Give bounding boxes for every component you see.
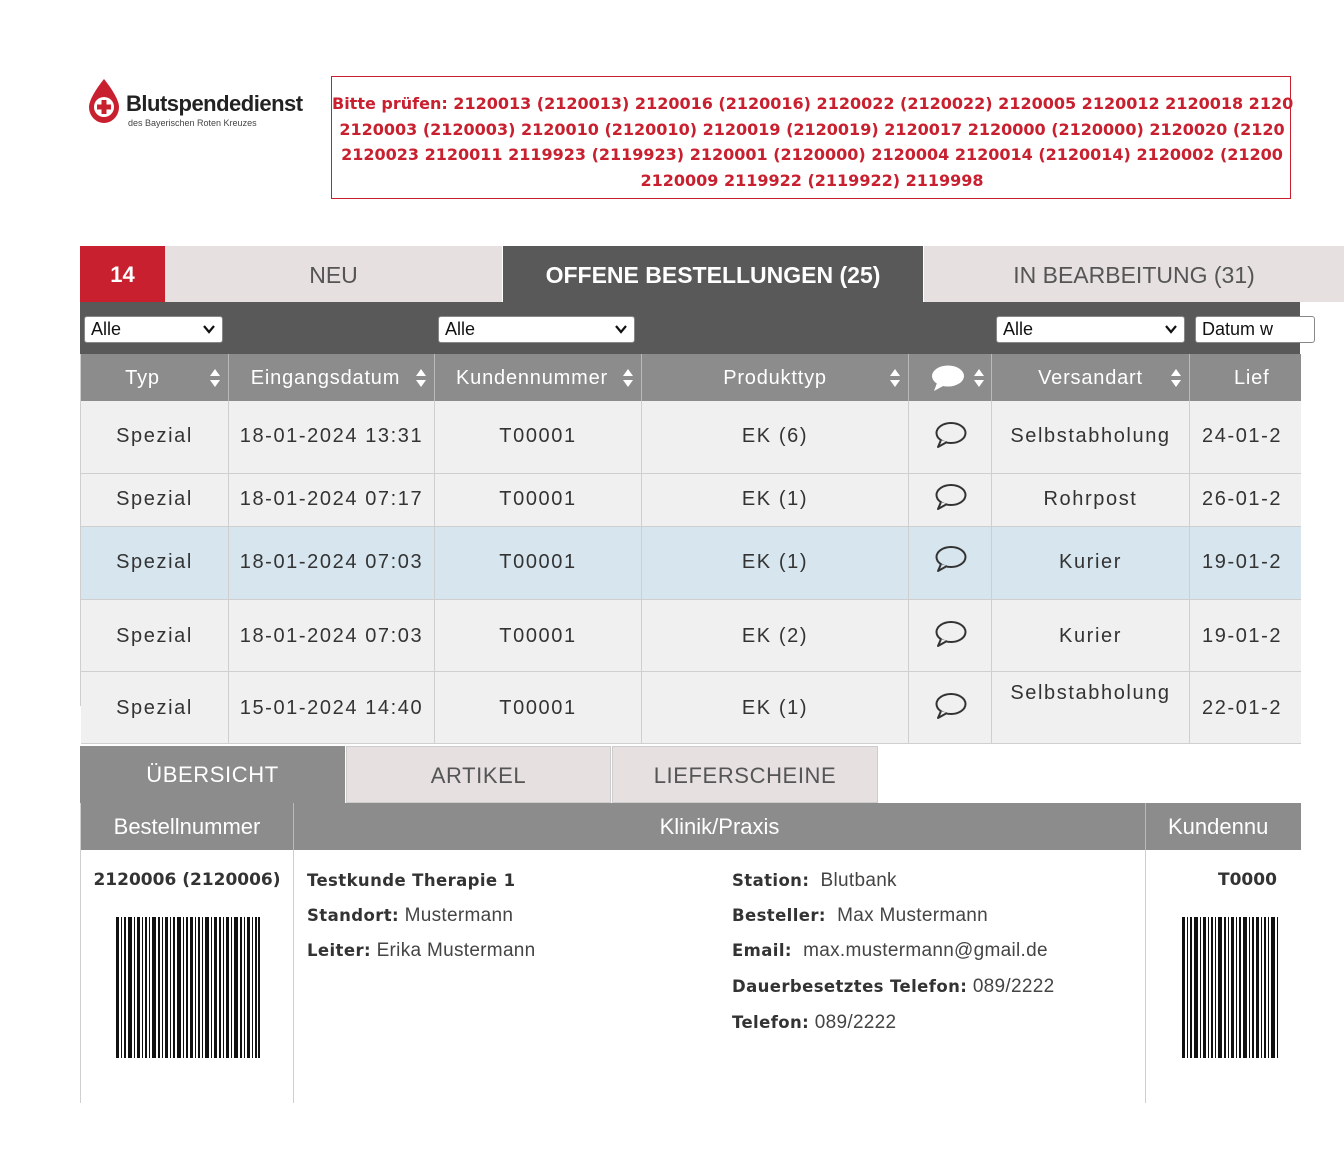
sort-icon[interactable]	[973, 366, 985, 390]
column-header-kundennummer[interactable]	[435, 354, 642, 401]
cell-lieferdatum	[1190, 474, 1301, 526]
dauer-telefon-value: 089/2222	[972, 976, 1055, 997]
kunde-filter-value: Alle	[445, 319, 476, 339]
standort-line	[307, 905, 513, 927]
cell-typ	[81, 672, 229, 743]
sort-icon[interactable]	[415, 366, 427, 390]
cell-produkttyp	[642, 600, 909, 671]
cell-lieferdatum	[1190, 672, 1301, 743]
column-header-label: Kundennummer	[456, 367, 608, 389]
cell-text: Spezial	[116, 625, 193, 647]
cell-text: 26-01-2	[1202, 488, 1283, 510]
cell-versandart	[992, 600, 1190, 671]
customer-barcode	[1182, 917, 1326, 1058]
klinik-column	[294, 850, 1146, 1103]
column-header-versandart[interactable]	[992, 354, 1190, 401]
tab-in-bearbeitung[interactable]: IN BEARBEITUNG (31)	[924, 246, 1344, 302]
cell-versandart	[992, 401, 1190, 473]
column-header-label: Versandart	[1038, 367, 1143, 389]
column-header-typ[interactable]	[81, 354, 229, 401]
order-status-tabs	[80, 246, 1300, 302]
cell-text: Spezial	[116, 551, 193, 573]
datum-filter-input[interactable]	[1195, 316, 1315, 343]
order-number: 2120006 (2120006)	[93, 870, 281, 890]
column-header-kommentar[interactable]	[909, 354, 992, 401]
comment-bubble-icon[interactable]	[934, 692, 967, 720]
cell-kundennummer	[435, 600, 642, 671]
cell-text: 18-01-2024 07:17	[239, 488, 424, 510]
detail-header	[81, 803, 1301, 850]
telefon-line	[732, 1012, 896, 1034]
cell-produkttyp	[642, 401, 909, 473]
versandart-filter-select[interactable]	[996, 316, 1185, 343]
order-detail-panel	[80, 803, 1300, 1103]
besteller-line	[732, 905, 988, 927]
standort-value: Mustermann	[404, 905, 514, 926]
cell-kommentar[interactable]	[909, 600, 992, 671]
leiter-value: Erika Mustermann	[376, 940, 536, 961]
email-value[interactable]: max.mustermann@gmail.de	[803, 940, 1048, 961]
speech-bubble-icon	[931, 364, 967, 392]
cell-kundennummer	[435, 672, 642, 743]
cell-text: T00001	[499, 488, 577, 510]
chevron-down-icon	[614, 321, 628, 337]
cell-text: EK (1)	[741, 697, 809, 719]
tab-offene-bestellungen[interactable]: OFFENE BESTELLUNGEN (25)	[503, 246, 923, 302]
cell-eingangsdatum	[229, 672, 435, 743]
cell-text: Spezial	[116, 425, 193, 447]
cell-kundennummer	[435, 474, 642, 526]
orders-table	[80, 354, 1300, 719]
bestellnummer-column	[81, 850, 294, 1103]
cell-text: T00001	[499, 425, 577, 447]
cell-text: 15-01-2024 14:40	[239, 697, 424, 719]
orders-table-header	[81, 354, 1301, 401]
cell-versandart	[992, 474, 1190, 526]
station-label: Station:	[732, 871, 810, 890]
sort-icon[interactable]	[889, 366, 901, 390]
cell-text: 18-01-2024 07:03	[239, 551, 424, 573]
cell-text: T00001	[499, 625, 577, 647]
leiter-label: Leiter:	[307, 941, 371, 960]
new-orders-count-badge[interactable]: 14	[80, 246, 165, 302]
table-row[interactable]	[81, 401, 1301, 474]
cell-text: Kurier	[1059, 625, 1122, 647]
typ-filter-value: Alle	[91, 319, 122, 339]
customer-number: T0000	[1218, 870, 1277, 890]
table-row-selected[interactable]	[81, 527, 1301, 600]
cell-kommentar[interactable]	[909, 474, 992, 526]
comment-bubble-icon[interactable]	[934, 545, 967, 573]
comment-bubble-icon[interactable]	[934, 620, 967, 648]
cell-typ	[81, 401, 229, 473]
cell-text: EK (1)	[741, 488, 809, 510]
detail-header-kundennummer: Kundennu	[1168, 814, 1269, 839]
table-row[interactable]	[81, 600, 1301, 672]
besteller-label: Besteller:	[732, 906, 826, 925]
sort-icon[interactable]	[1170, 366, 1182, 390]
cell-kundennummer	[435, 401, 642, 473]
versandart-filter-value: Alle	[1003, 319, 1034, 339]
cell-eingangsdatum	[229, 527, 435, 599]
cell-produkttyp	[642, 474, 909, 526]
cell-text: 19-01-2	[1202, 551, 1283, 573]
cell-text: T00001	[499, 551, 577, 573]
besteller-value: Max Mustermann	[837, 905, 989, 926]
column-header-lieferdatum[interactable]	[1190, 354, 1301, 401]
cell-text: Rohrpost	[1043, 488, 1138, 510]
brand-subtitle: des Bayerischen Roten Kreuzes	[128, 118, 257, 128]
table-row[interactable]	[81, 474, 1301, 527]
filter-bar	[80, 302, 1300, 354]
cell-text: 18-01-2024 07:03	[239, 625, 424, 647]
blood-drop-icon	[86, 78, 122, 124]
cell-kommentar[interactable]	[909, 672, 992, 743]
leiter-line	[307, 940, 536, 962]
detail-header-bestellnummer: Bestellnummer	[81, 803, 294, 850]
klinik-name-line	[307, 870, 516, 892]
cell-text: EK (6)	[741, 425, 809, 447]
cell-lieferdatum	[1190, 527, 1301, 599]
cell-text: Spezial	[116, 697, 193, 719]
brand-logo	[86, 78, 316, 128]
telefon-label: Telefon:	[732, 1013, 810, 1032]
cell-versandart	[992, 527, 1190, 599]
cell-typ	[81, 527, 229, 599]
alert-text: Bitte prüfen: 2120013 (2120013) 2120016 (2120016) 2120022 (2120022) 2120005 2120012 2120018 2120 2120003 (2120003) 2120010 (2120010) 2120019 (2120019) 2120017 2120000 (2120000) 2120020 (2120 2120023 2120011 2119923 (2119923) 2120001 (2120000) 2120004 2120014 (2120014) 2120002 (21200 2120009 2119922 (2119922) 2119998	[332, 94, 1294, 190]
cell-text: 22-01-2	[1202, 697, 1283, 719]
column-header-eingangsdatum[interactable]	[229, 354, 435, 401]
cell-typ	[81, 474, 229, 526]
email-label: Email:	[732, 941, 792, 960]
order-detail-tabs	[80, 746, 880, 803]
cell-typ	[81, 600, 229, 671]
dauer-telefon-label: Dauerbesetztes Telefon:	[732, 977, 968, 996]
cell-text: T00001	[499, 697, 577, 719]
cell-text: Selbstabholung	[1010, 682, 1171, 704]
datum-filter-value: Datum w	[1202, 319, 1274, 339]
cell-kommentar[interactable]	[909, 527, 992, 599]
tab-neu[interactable]: NEU	[165, 246, 502, 302]
kundennummer-column	[1146, 850, 1301, 1103]
cell-text: EK (2)	[741, 625, 809, 647]
cell-lieferdatum	[1190, 600, 1301, 671]
cell-versandart	[992, 672, 1190, 743]
column-header-produkttyp[interactable]	[642, 354, 909, 401]
cell-eingangsdatum	[229, 600, 435, 671]
check-orders-alert	[331, 76, 1294, 199]
station-line	[732, 870, 897, 892]
email-line	[732, 940, 1048, 962]
cell-text: 24-01-2	[1202, 425, 1283, 447]
cell-text: Kurier	[1059, 551, 1122, 573]
table-row[interactable]	[81, 672, 1301, 744]
column-header-label: Produkttyp	[723, 367, 827, 389]
tab-uebersicht[interactable]: ÜBERSICHT	[80, 746, 345, 803]
cell-text: Selbstabholung	[1010, 425, 1171, 447]
cell-lieferdatum	[1190, 401, 1301, 473]
cell-text: Spezial	[116, 488, 193, 510]
cell-produkttyp	[642, 527, 909, 599]
klinik-name: Testkunde Therapie 1	[307, 871, 516, 890]
cell-text: EK (1)	[741, 551, 809, 573]
sort-icon[interactable]	[209, 366, 221, 390]
standort-label: Standort:	[307, 906, 400, 925]
cell-produkttyp	[642, 672, 909, 743]
chevron-down-icon	[1164, 321, 1178, 337]
detail-header-klinik: Klinik/Praxis	[294, 803, 1146, 850]
comment-bubble-icon[interactable]	[934, 483, 967, 511]
station-value: Blutbank	[820, 870, 897, 891]
cell-kommentar[interactable]	[909, 401, 992, 473]
cell-text: 19-01-2	[1202, 625, 1283, 647]
cell-eingangsdatum	[229, 474, 435, 526]
column-header-label: Eingangsdatum	[250, 367, 401, 389]
chevron-down-icon	[202, 321, 216, 337]
typ-filter-select[interactable]	[84, 316, 223, 343]
kunde-filter-select[interactable]	[438, 316, 635, 343]
cell-text: 18-01-2024 13:31	[239, 425, 424, 447]
cell-eingangsdatum	[229, 401, 435, 473]
tab-lieferscheine[interactable]: LIEFERSCHEINE	[612, 746, 878, 803]
brand-name: Blutspendedienst	[126, 91, 303, 116]
order-barcode	[116, 917, 260, 1058]
dauer-telefon-line	[732, 976, 1054, 998]
cell-kundennummer	[435, 527, 642, 599]
column-header-label: Lief	[1234, 367, 1270, 389]
telefon-value: 089/2222	[814, 1012, 897, 1033]
sort-icon[interactable]	[622, 366, 634, 390]
comment-bubble-icon[interactable]	[934, 421, 967, 449]
tab-artikel[interactable]: ARTIKEL	[346, 746, 611, 803]
column-header-label: Typ	[125, 367, 160, 389]
